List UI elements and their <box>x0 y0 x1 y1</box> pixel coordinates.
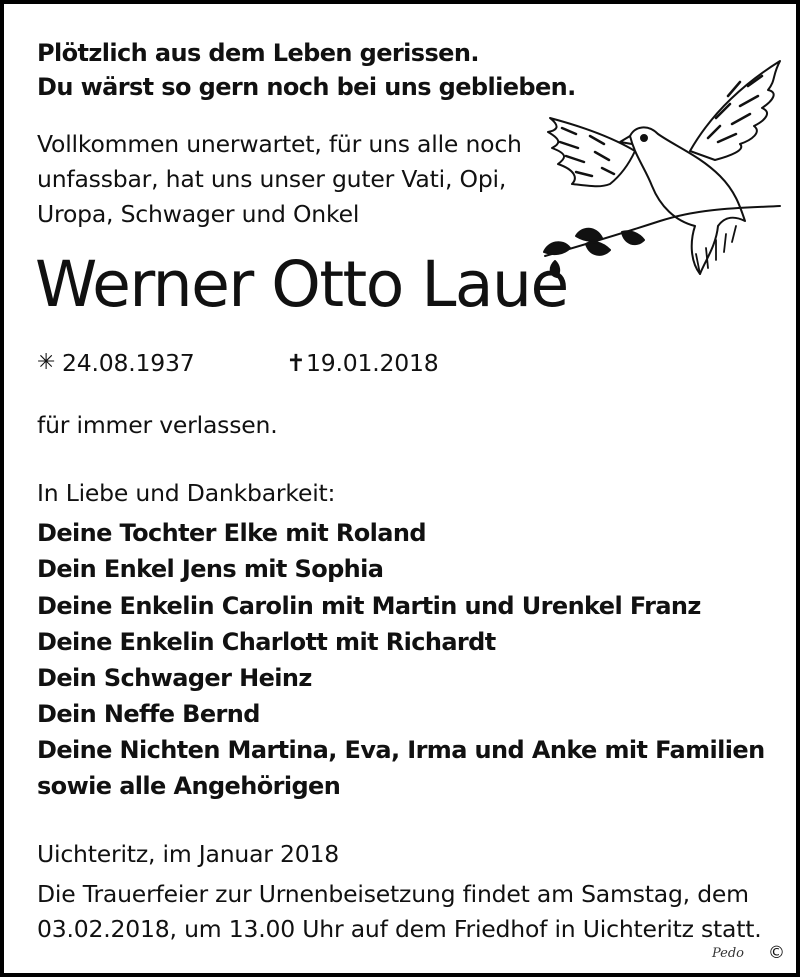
intro-line-2: unfassbar, hat uns unser guter Vati, Opi, <box>37 165 507 193</box>
birth-date: 24.08.1937 <box>62 349 195 377</box>
heading-line-1: Plötzlich aus dem Leben gerissen. <box>37 39 479 67</box>
mourner-line: Deine Enkelin Carolin mit Martin und Urenkel Franz <box>37 592 701 620</box>
mourner-line: Deine Tochter Elke mit Roland <box>37 519 426 547</box>
heading-line-2: Du wärst so gern noch bei uns geblieben. <box>37 73 576 101</box>
death-cross-icon: ✝ <box>286 349 306 377</box>
birth-star-icon: ✳ <box>37 350 56 375</box>
mourner-line: Deine Enkelin Charlott mit Richardt <box>37 628 496 656</box>
gratitude-line: In Liebe und Dankbarkeit: <box>37 479 336 507</box>
mourner-line: Deine Nichten Martina, Eva, Irma und Anke mit Familien <box>37 736 765 764</box>
closing-phrase: für immer verlassen. <box>37 411 278 439</box>
mourner-line: Dein Enkel Jens mit Sophia <box>37 555 384 583</box>
intro-line-1: Vollkommen unerwartet, für uns alle noch <box>37 130 522 158</box>
place-date: Uichteritz, im Januar 2018 <box>37 840 340 868</box>
dove-with-olive-branch-icon <box>540 56 785 278</box>
funeral-line-2: 03.02.2018, um 13.00 Uhr auf dem Friedhof in Uichteritz statt. <box>37 915 762 943</box>
mourner-line: Dein Schwager Heinz <box>37 664 312 692</box>
copyright-icon: © <box>768 943 785 963</box>
death-date: 19.01.2018 <box>306 349 439 377</box>
mourner-line: Dein Neffe Bernd <box>37 700 260 728</box>
deceased-name: Werner Otto Laue <box>35 248 568 321</box>
intro-line-3: Uropa, Schwager und Onkel <box>37 200 360 228</box>
funeral-line-1: Die Trauerfeier zur Urnenbeisetzung findet am Samstag, dem <box>37 880 749 908</box>
mourner-line: sowie alle Angehörigen <box>37 772 341 800</box>
artist-signature: Pedo <box>712 946 745 961</box>
